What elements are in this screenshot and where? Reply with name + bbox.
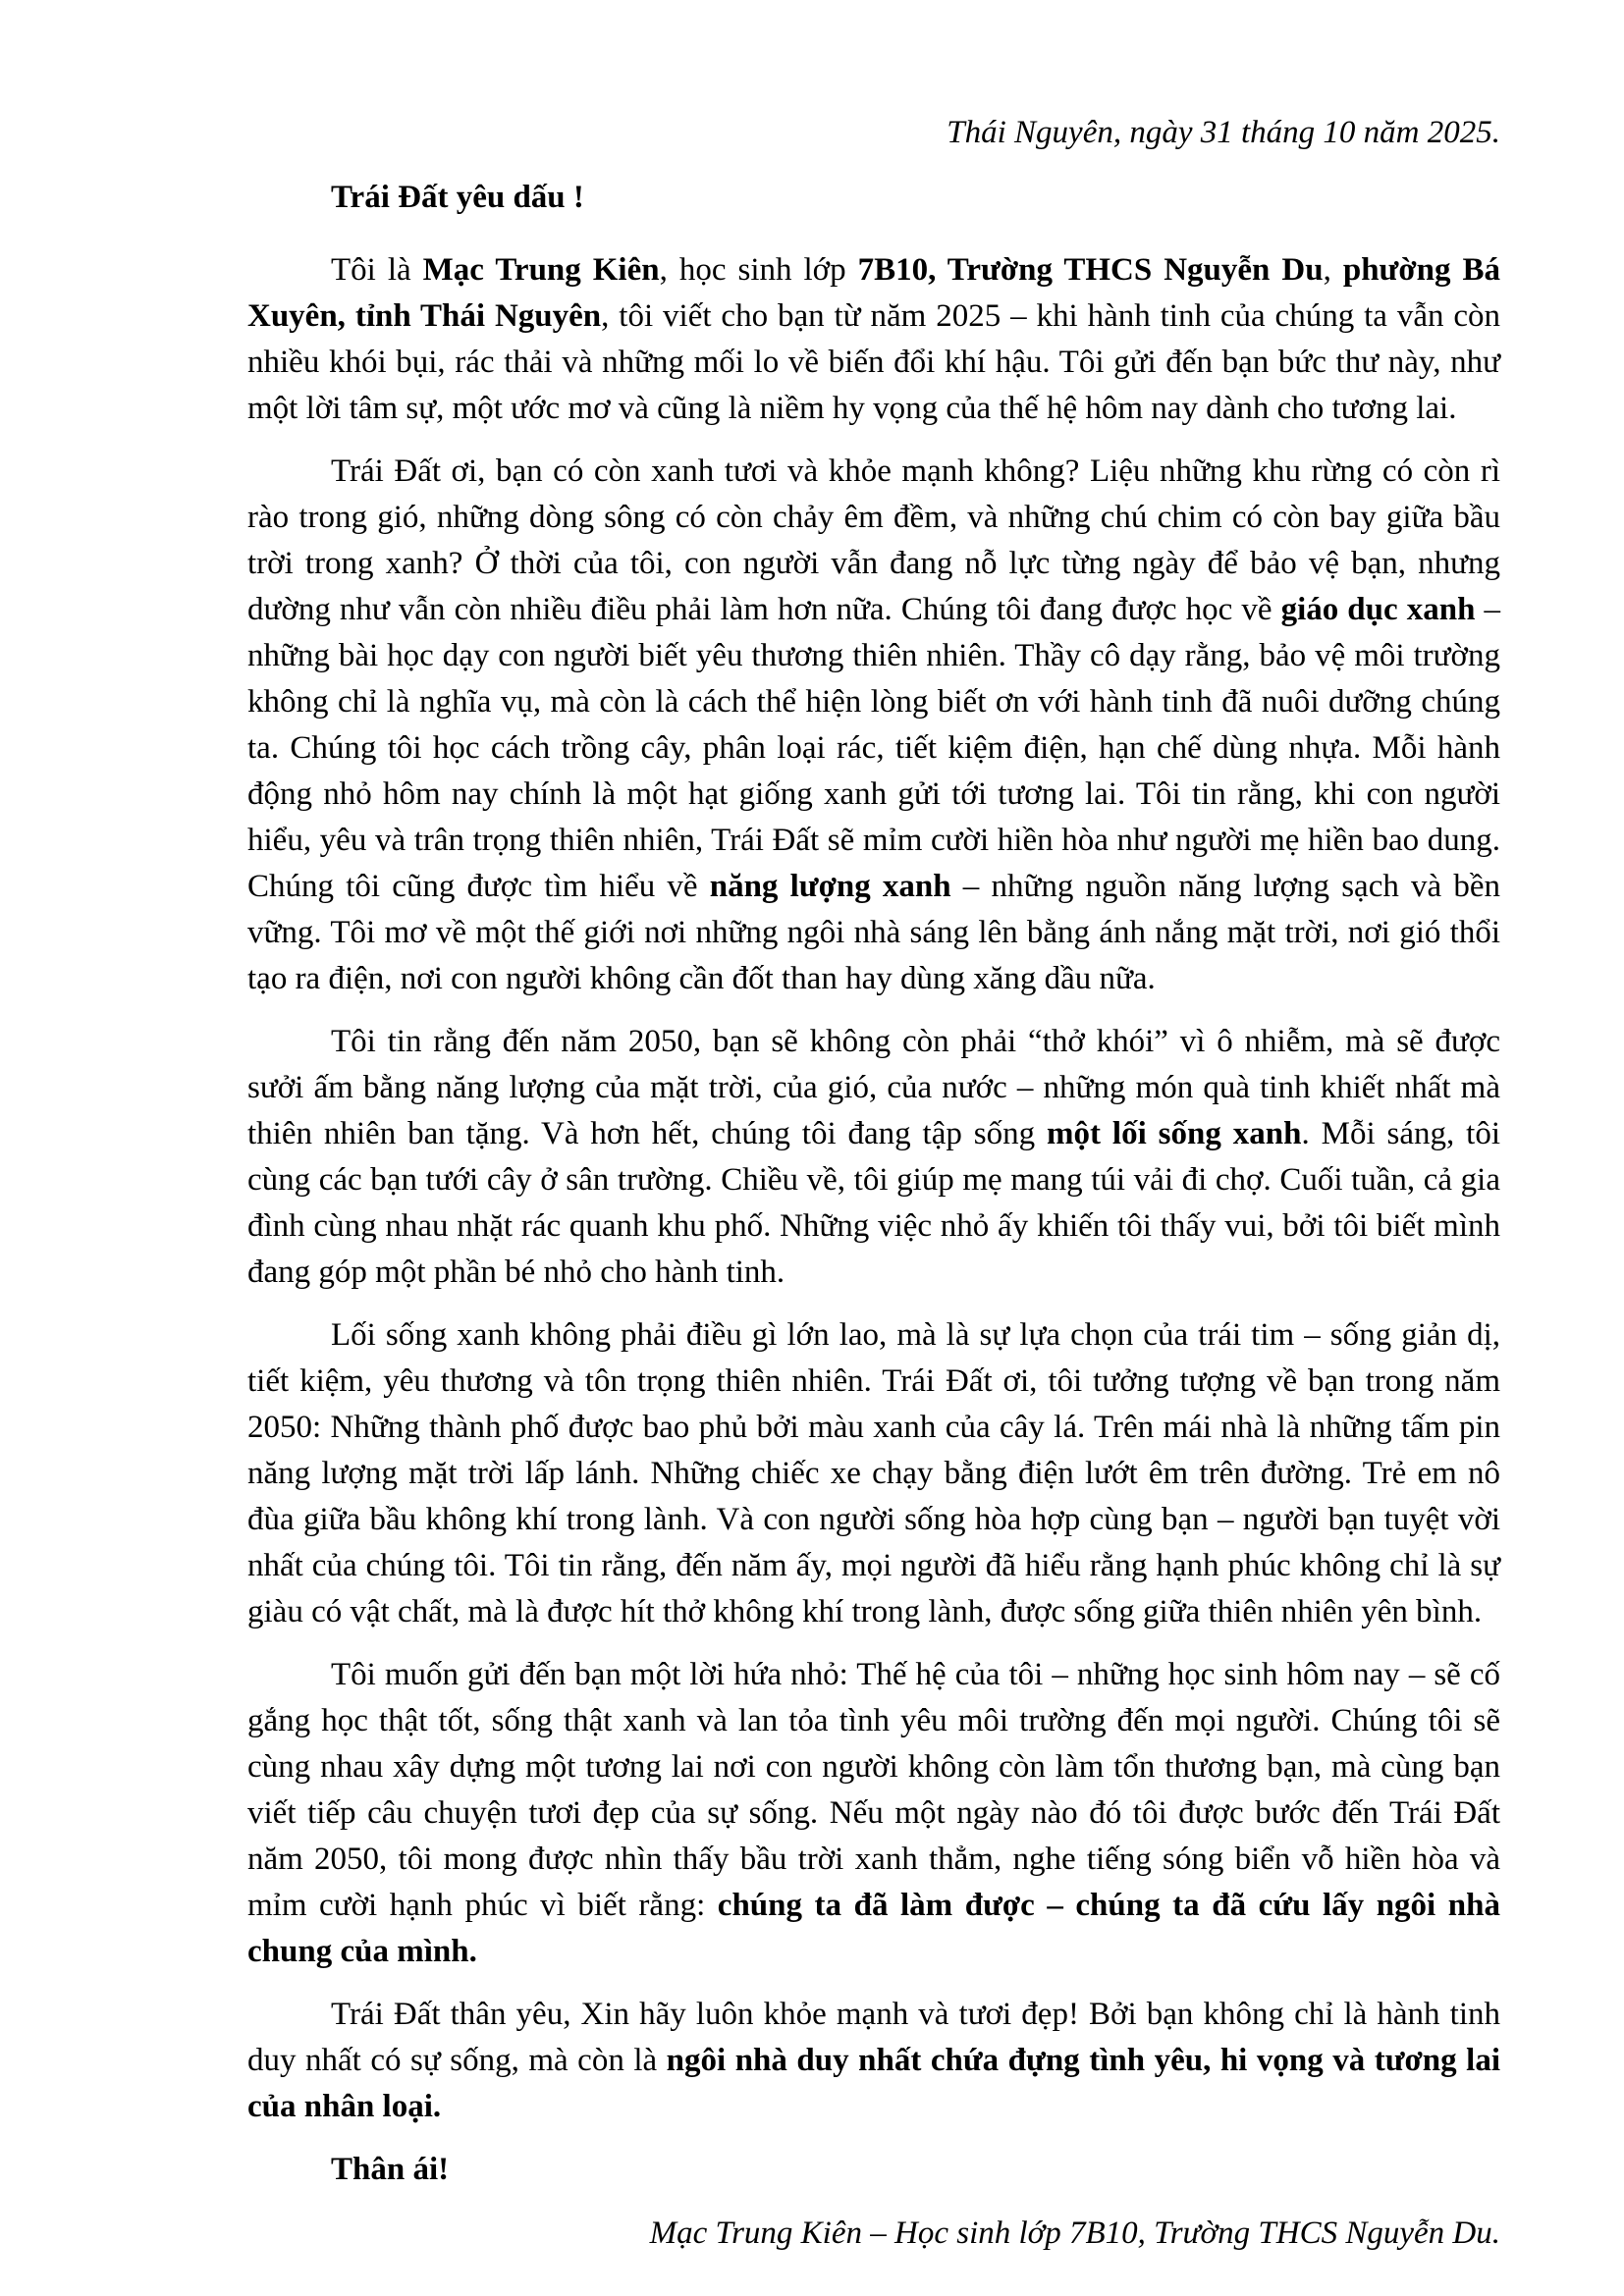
paragraph-green-education: [247, 449, 1500, 1002]
text-run: , học sinh lớp: [659, 252, 858, 288]
paragraph-vision-2050: [247, 1312, 1500, 1635]
author-class-school: 7B10, Trường THCS Nguyễn Du: [857, 252, 1324, 288]
paragraph-wish: [247, 1992, 1500, 2130]
emphasis-green-education: giáo dục xanh: [1280, 592, 1476, 627]
letter-body: [247, 110, 1500, 2257]
text-run: ,: [1323, 252, 1343, 288]
letter-signature: Mạc Trung Kiên – Học sinh lớp 7B10, Trường THCS Nguyễn Du.: [649, 2216, 1500, 2251]
text-run: Tôi tin rằng đến năm 2050, bạn sẽ không còn phải “thở khói” vì ô nhiễm, mà sẽ được sưởi ấm bằng năng lượng của mặt trời, của gió, của nước – những món quà tinh khiết nhất mà thiên nhiên ban tặng. Và hơn hết, chúng tôi đang tập sống: [247, 1024, 1500, 1151]
paragraph-green-lifestyle: [247, 1019, 1500, 1296]
text-run: Tôi muốn gửi đến bạn một lời hứa nhỏ: Thế hệ của tôi – những học sinh hôm nay – sẽ cố gắng học thật tốt, sống thật xanh và lan tỏa tình yêu môi trường đến mọi người. Chúng tôi sẽ cùng nhau xây dựng một tương lai nơi con người không còn làm tổn thương bạn, mà cùng bạn viết tiếp câu chuyện tươi đẹp của sự sống. Nếu một ngày nào đó tôi được bước đến Trái Đất năm 2050, tôi mong được nhìn thấy bầu trời xanh thẳm, nghe tiếng sóng biển vỗ hiền hòa và mỉm cười hạnh phúc vì biết rằng:: [247, 1657, 1500, 1923]
emphasis-green-energy: năng lượng xanh: [709, 869, 951, 904]
text-run: Trái Đất thân yêu, Xin hãy luôn khỏe mạnh và tươi đẹp! Bởi bạn không chỉ là hành tinh duy nhất có sự sống, mà còn là: [247, 1997, 1500, 2078]
emphasis-green-lifestyle: một lối sống xanh: [1047, 1116, 1302, 1151]
emphasis-only-home: ngôi nhà duy nhất chứa đựng tình yêu, hi vọng và tương lai của nhân loại.: [247, 2043, 1501, 2124]
author-location: phường Bá Xuyên, tỉnh Thái Nguyên: [247, 252, 1500, 334]
text-run: Tôi là: [331, 252, 423, 288]
emphasis-we-did-it: chúng ta đã làm được – chúng ta đã cứu lấy ngôi nhà chung của mình.: [247, 1888, 1500, 1969]
letter-closing: Thân ái!: [331, 2152, 450, 2187]
text-run: . Mỗi sáng, tôi cùng các bạn tưới cây ở sân trường. Chiều về, tôi giúp mẹ mang túi vải đi chợ. Cuối tuần, cả gia đình cùng nhau nhặt rác quanh khu phố. Những việc nhỏ ấy khiến tôi thấy vui, bởi tôi biết mình đang góp một phần bé nhỏ cho hành tinh.: [247, 1116, 1501, 1290]
letter-date: Thái Nguyên, ngày 31 tháng 10 năm 2025.: [947, 115, 1500, 150]
letter-salutation: Trái Đất yêu dấu !: [331, 180, 584, 215]
paragraph-introduction: [247, 247, 1500, 432]
author-name: Mạc Trung Kiên: [422, 252, 660, 288]
text-run: , tôi viết cho bạn từ năm 2025 – khi hành tinh của chúng ta vẫn còn nhiều khói bụi, rác thải và những mối lo về biến đổi khí hậu. Tôi gửi đến bạn bức thư này, như một lời tâm sự, một ước mơ và cũng là niềm hy vọng của thế hệ hôm nay dành cho tương lai.: [247, 298, 1501, 426]
text-run: Trái Đất ơi, bạn có còn xanh tươi và khỏe mạnh không? Liệu những khu rừng có còn rì rào trong gió, những dòng sông có còn chảy êm đềm, và những chú chim có còn bay giữa bầu trời trong xanh? Ở thời của tôi, con người vẫn đang nỗ lực từng ngày để bảo vệ bạn, nhưng dường như vẫn còn nhiều điều phải làm hơn nữa. Chúng tôi đang được học về: [247, 454, 1500, 627]
paragraph-promise: [247, 1652, 1500, 1975]
text-run: – những nguồn năng lượng sạch và bền vững. Tôi mơ về một thế giới nơi những ngôi nhà sáng lên bằng ánh nắng mặt trời, nơi gió thổi tạo ra điện, nơi con người không cần đốt than hay dùng xăng dầu nữa.: [247, 869, 1501, 996]
text-run: Lối sống xanh không phải điều gì lớn lao, mà là sự lựa chọn của trái tim – sống giản dị, tiết kiệm, yêu thương và tôn trọng thiên nhiên. Trái Đất ơi, tôi tưởng tượng về bạn trong năm 2050: Những thành phố được bao phủ bởi màu xanh của cây lá. Trên mái nhà là những tấm pin năng lượng mặt trời lấp lánh. Những chiếc xe chạy bằng điện lướt êm trên đường. Trẻ em nô đùa giữa bầu không khí trong lành. Và con người sống hòa hợp cùng bạn – người bạn tuyệt vời nhất của chúng tôi. Tôi tin rằng, đến năm ấy, mọi người đã hiểu rằng hạnh phúc không chỉ là sự giàu có vật chất, mà là được hít thở không khí trong lành, được sống giữa thiên nhiên yên bình.: [247, 1317, 1500, 1629]
text-run: – những bài học dạy con người biết yêu thương thiên nhiên. Thầy cô dạy rằng, bảo vệ môi trường không chỉ là nghĩa vụ, mà còn là cách thể hiện lòng biết ơn với hành tinh đã nuôi dưỡng chúng ta. Chúng tôi học cách trồng cây, phân loại rác, tiết kiệm điện, hạn chế dùng nhựa. Mỗi hành động nhỏ hôm nay chính là một hạt giống xanh gửi tới tương lai. Tôi tin rằng, khi con người hiểu, yêu và trân trọng thiên nhiên, Trái Đất sẽ mỉm cười hiền hòa như người mẹ hiền bao dung. Chúng tôi cũng được tìm hiểu về: [247, 592, 1501, 904]
